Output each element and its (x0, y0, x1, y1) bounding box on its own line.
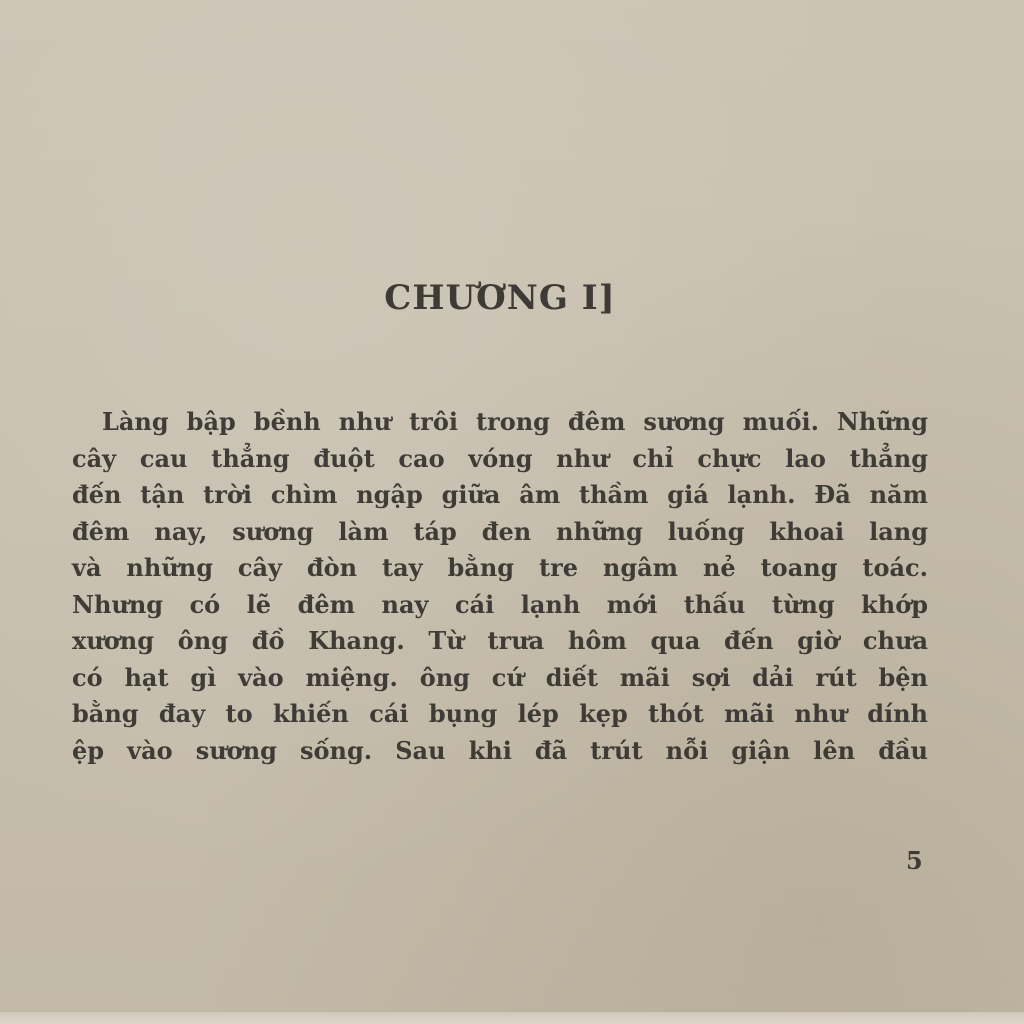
paragraph-line: bằng đay to khiến cái bụng lép kẹp thót mãi như dính (72, 699, 928, 728)
paragraph-line: Làng bập bềnh như trôi trong đêm sương muối. Những (102, 407, 928, 436)
paragraph-line: có hạt gì vào miệng. ông cứ diết mãi sợi dải rút bện (72, 662, 928, 692)
chapter-body-paragraph (72, 404, 928, 769)
paragraph-line: xương ông đồ Khang. Từ trưa hôm qua đến giờ chưa (72, 626, 928, 655)
page-number: 5 (906, 846, 923, 875)
page-bottom-edge (0, 1012, 1024, 1024)
paragraph-line: ệp vào sương sống. Sau khi đã trút nỗi giận lên đầu (72, 735, 928, 765)
paragraph-line: đêm nay, sương làm táp đen những luống khoai lang (72, 516, 928, 546)
paragraph-line: Nhưng có lẽ đêm nay cái lạnh mới thấu từng khớp (72, 589, 928, 619)
paragraph-line: đến tận trời chìm ngập giữa âm thầm giá lạnh. Đã năm (72, 480, 928, 509)
paragraph-line: cây cau thẳng đuột cao vóng như chỉ chực lao thẳng (72, 443, 928, 473)
paragraph-line: và những cây đòn tay bằng tre ngâm nẻ toang toác. (72, 553, 928, 582)
chapter-heading: CHƯƠNG I] (384, 278, 616, 318)
